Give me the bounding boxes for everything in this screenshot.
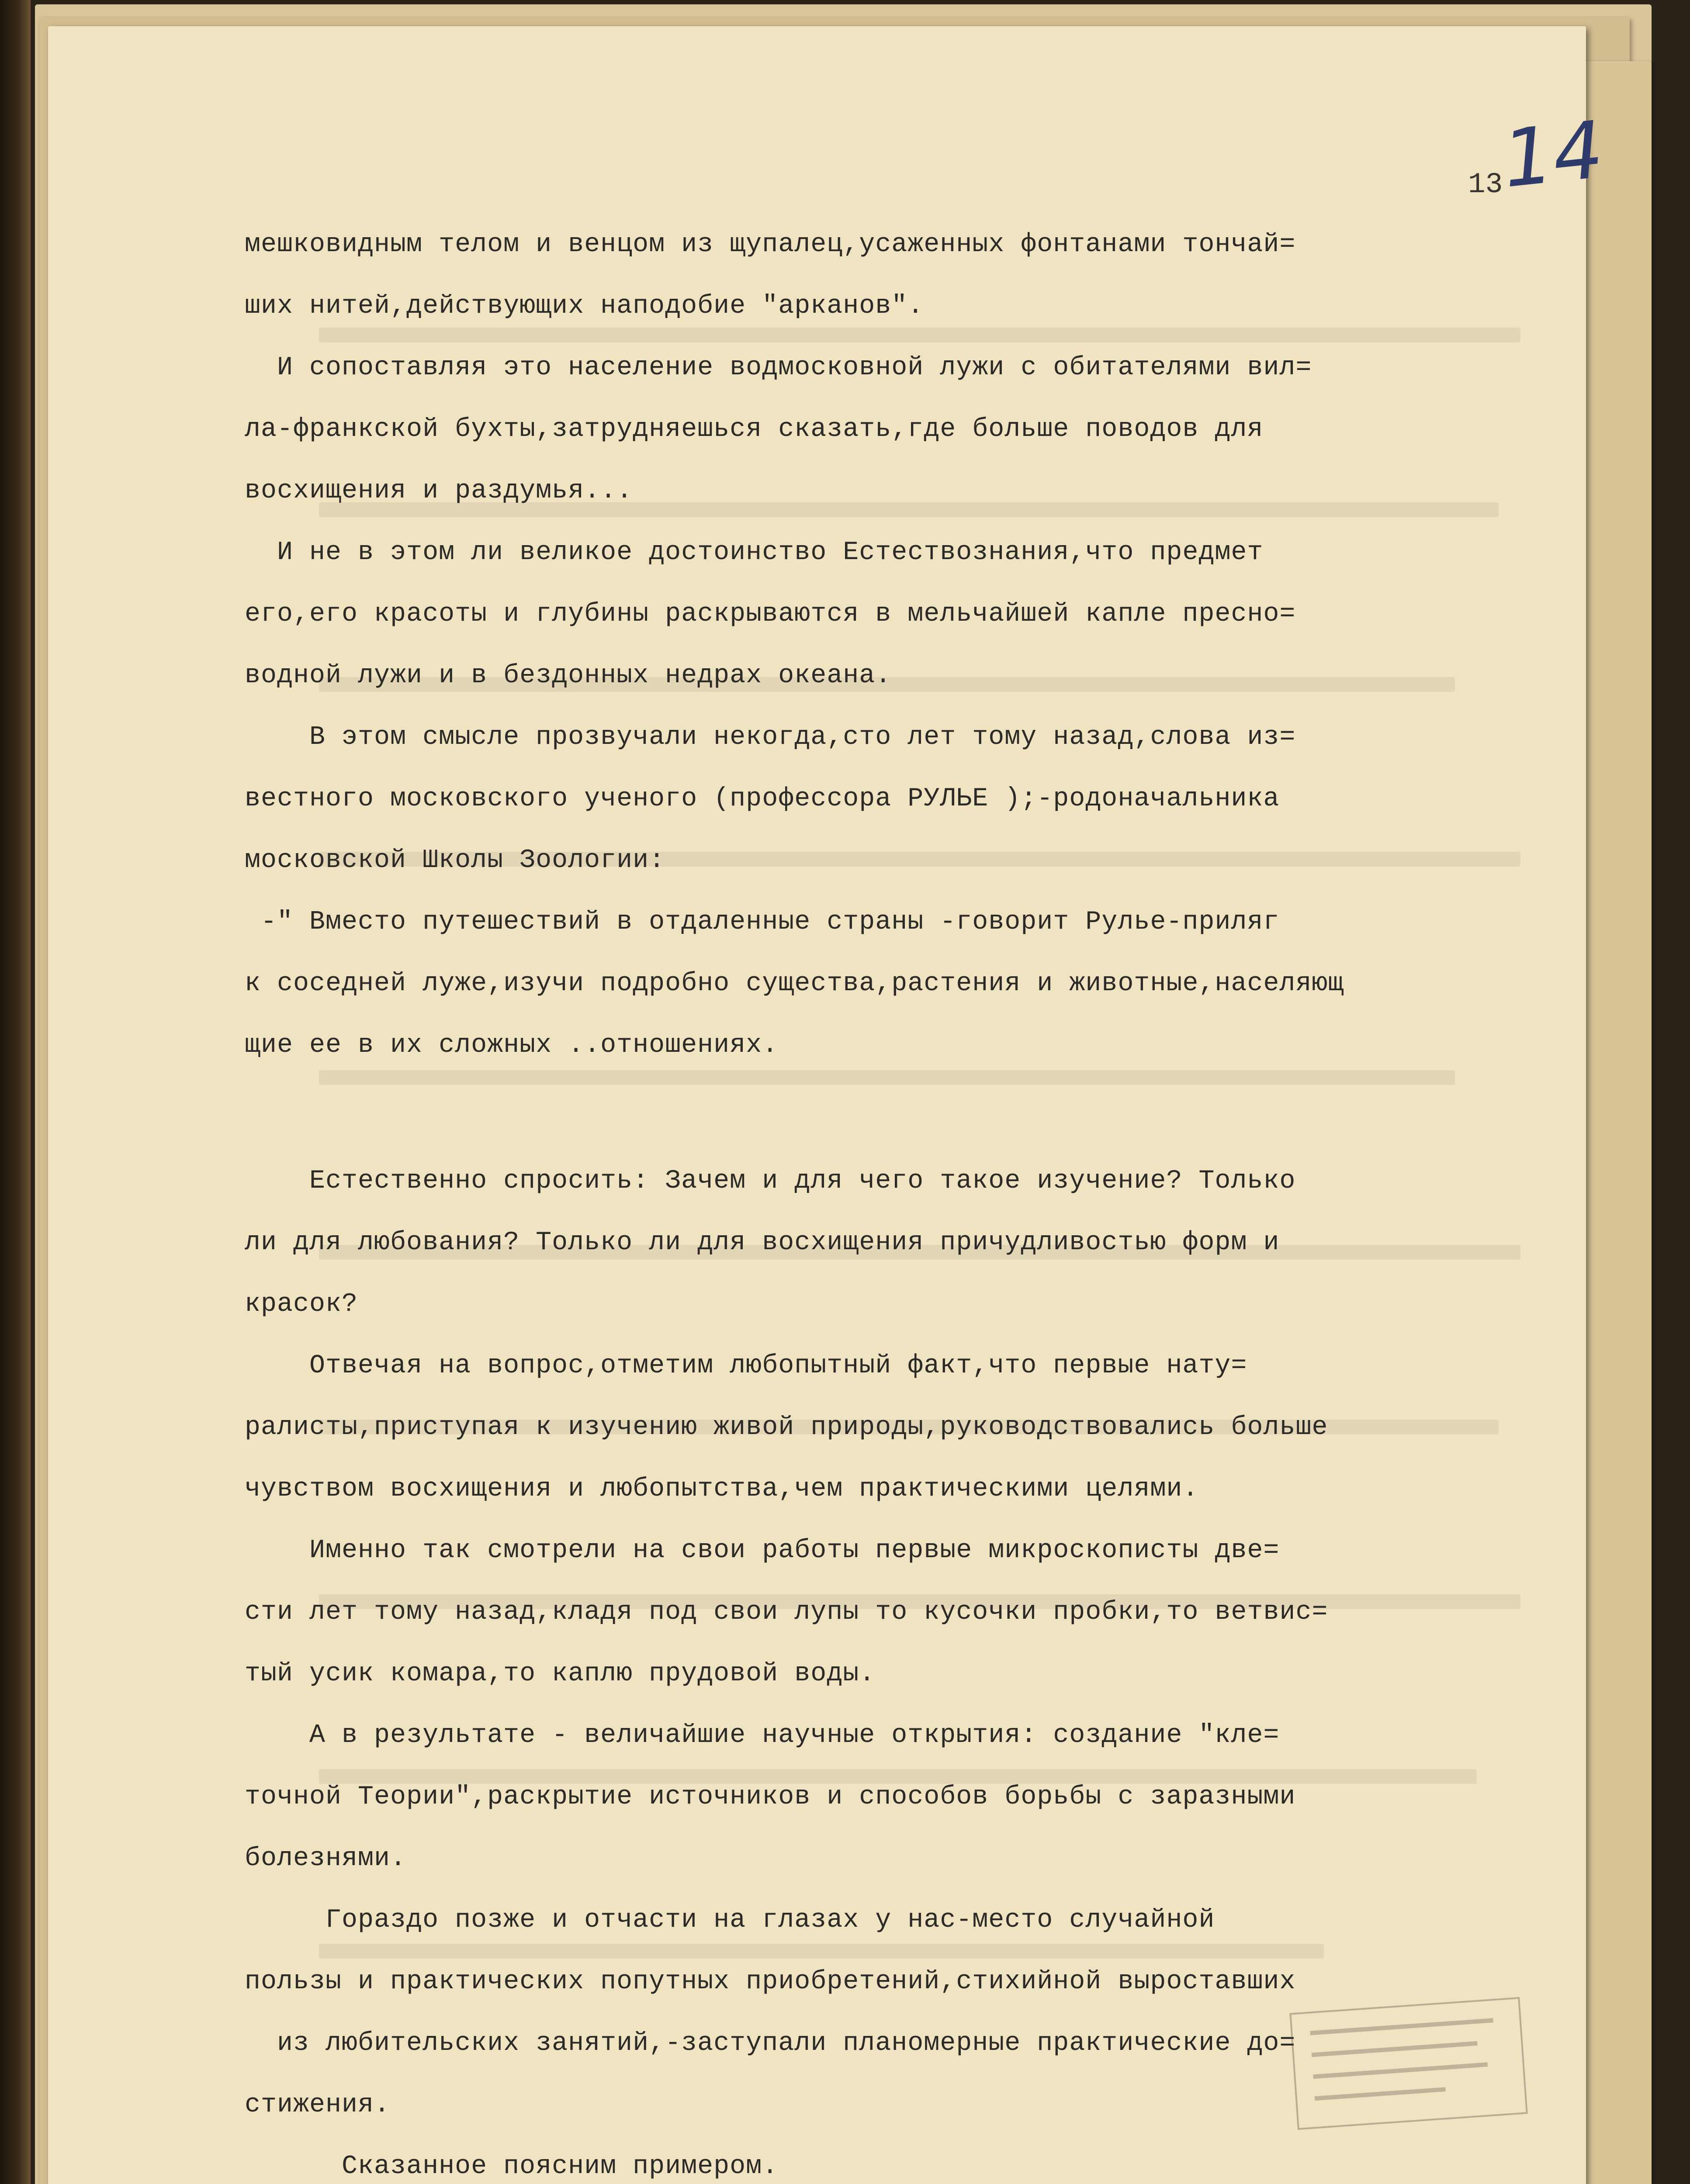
document-page <box>48 26 1608 2184</box>
folio-number: 14 <box>1498 104 1608 206</box>
text-line: пользы и практических попутных приобретений,стихийной выроставших <box>245 1967 1296 1997</box>
text-line: Гораздо позже и отчасти на глазах у нас-место случайной <box>245 1905 1215 1935</box>
text-line: И сопоставляя это население водмосковной лужи с обитателями вил= <box>245 353 1312 383</box>
text-line <box>245 1076 1555 1151</box>
text-line: А в результате - величайшие научные открытия: создание "кле= <box>245 1721 1280 1750</box>
text-line: сти лет тому назад,кладя под свои лупы то кусочки пробки,то ветвис= <box>245 1597 1328 1627</box>
text-line: чувством восхищения и любопытства,чем практическими целями. <box>245 1474 1199 1504</box>
text-line: вестного московского ученого (профессора РУЛЬЕ );-родоначальника <box>245 784 1280 814</box>
text-line: водной лужи и в бездонных недрах океана. <box>245 661 892 691</box>
text-line: -" Вместо путешествий в отдаленные страны -говорит Рулье-приляг <box>245 907 1280 937</box>
text-line: восхищения и раздумья... <box>245 476 633 506</box>
text-line: болезнями. <box>245 1844 407 1873</box>
text-line: его,его красоты и глубины раскрываются в мельчайшей капле пресно= <box>245 599 1296 629</box>
text-line: В этом смысле прозвучали некогда,сто лет тому назад,слова из= <box>245 722 1296 752</box>
text-line: красок? <box>245 1289 358 1319</box>
binding-edge <box>0 0 31 2184</box>
text-line: Естественно спросить: Зачем и для чего такое изучение? Только <box>245 1166 1296 1196</box>
text-line: стижения. <box>245 2090 391 2120</box>
text-line: ли для любования? Только ли для восхищения причудливостью форм и <box>245 1228 1280 1258</box>
text-line: ла-франкской бухты,затрудняешься сказать,где больше поводов для <box>245 415 1264 444</box>
text-line: ралисты,приступая к изучению живой природы,руководствовались больше <box>245 1413 1328 1442</box>
text-line: И не в этом ли великое достоинство Естествознания,что предмет <box>245 538 1264 567</box>
text-line: мешковидным телом и венцом из щупалец,усаженных фонтанами тончай= <box>245 230 1296 259</box>
text-line: к соседней луже,изучи подробно существа,растения и животные,населяющ <box>245 969 1344 999</box>
text-line: московской Школы Зоологии: <box>245 846 665 875</box>
text-line: точной Теории",раскрытие источников и способов борьбы с заразными <box>245 1782 1296 1812</box>
text-line: ших нитей,действующих наподобие "арканов". <box>245 291 924 321</box>
page-number: 13 <box>1468 168 1503 201</box>
text-line: из любительских занятий,-заступали планомерные практические до= <box>245 2028 1296 2058</box>
archive-stamp <box>1289 1997 1527 2130</box>
text-line: Отвечая на вопрос,отметим любопытный факт,что первые нату= <box>245 1351 1247 1381</box>
text-line: тый усик комара,то каплю прудовой воды. <box>245 1659 876 1689</box>
text-line: Сказанное поясним примером. <box>245 2152 779 2181</box>
text-line: щие ее в их сложных ..отношениях. <box>245 1030 779 1060</box>
typewritten-text <box>245 214 1555 2184</box>
text-line: Именно так смотрели на свои работы первые микроскописты две= <box>245 1536 1280 1565</box>
